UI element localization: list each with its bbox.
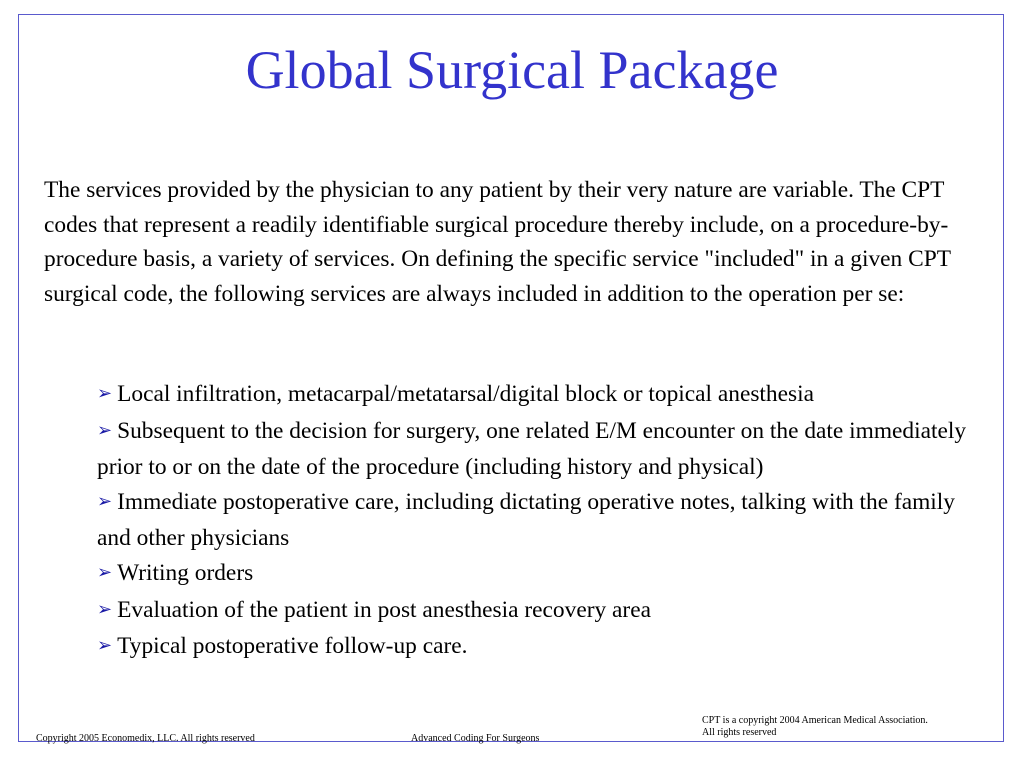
- list-item: [97, 377, 982, 414]
- cpt-notice-line1: CPT is a copyright 2004 American Medical Association.: [702, 715, 928, 726]
- bullet-text: Immediate postoperative care, including dictating operative notes, talking with the family and other physicians: [97, 488, 955, 552]
- list-item: [97, 556, 982, 593]
- list-item: [97, 629, 982, 666]
- slide-title: Global Surgical Package: [245, 40, 779, 100]
- list-item: [97, 485, 982, 556]
- bullet-text: Subsequent to the decision for surgery, one related E/M encounter on the date immediately prior to or on the date of the procedure (including history and physical): [97, 417, 967, 481]
- cpt-notice-line2: All rights reserved: [702, 727, 777, 738]
- bullet-text: Writing orders: [117, 559, 254, 586]
- bullet-text: Local infiltration, metacarpal/metatarsal/digital block or topical anesthesia: [117, 381, 814, 407]
- arrow-bullet-icon: ➢: [97, 635, 113, 657]
- arrow-bullet-icon: ➢: [97, 561, 113, 583]
- footer-course-title: Advanced Coding For Surgeons: [411, 733, 540, 744]
- footer-copyright: Copyright 2005 Economedix, LLC. All rights reserved: [36, 733, 255, 744]
- bullet-text: Evaluation of the patient in post anesthesia recovery area: [117, 596, 651, 623]
- list-item: [97, 414, 982, 485]
- footer-cpt-notice: [702, 715, 992, 739]
- arrow-bullet-icon: ➢: [97, 598, 113, 620]
- arrow-bullet-icon: ➢: [97, 490, 113, 512]
- list-item: [97, 593, 982, 630]
- bullet-list: [97, 377, 982, 666]
- arrow-bullet-icon: ➢: [97, 383, 113, 404]
- arrow-bullet-icon: ➢: [97, 419, 113, 441]
- intro-paragraph: The services provided by the physician to any patient by their very nature are variable. The CPT codes that represent a readily identifiable surgical procedure thereby include, on a procedure-by-procedure basis, a variety of services. On defining the specific service "included" in a given CPT surgical code, the following services are always included in addition to the operation per se:: [44, 177, 951, 307]
- bullet-text: Typical postoperative follow-up care.: [117, 633, 468, 660]
